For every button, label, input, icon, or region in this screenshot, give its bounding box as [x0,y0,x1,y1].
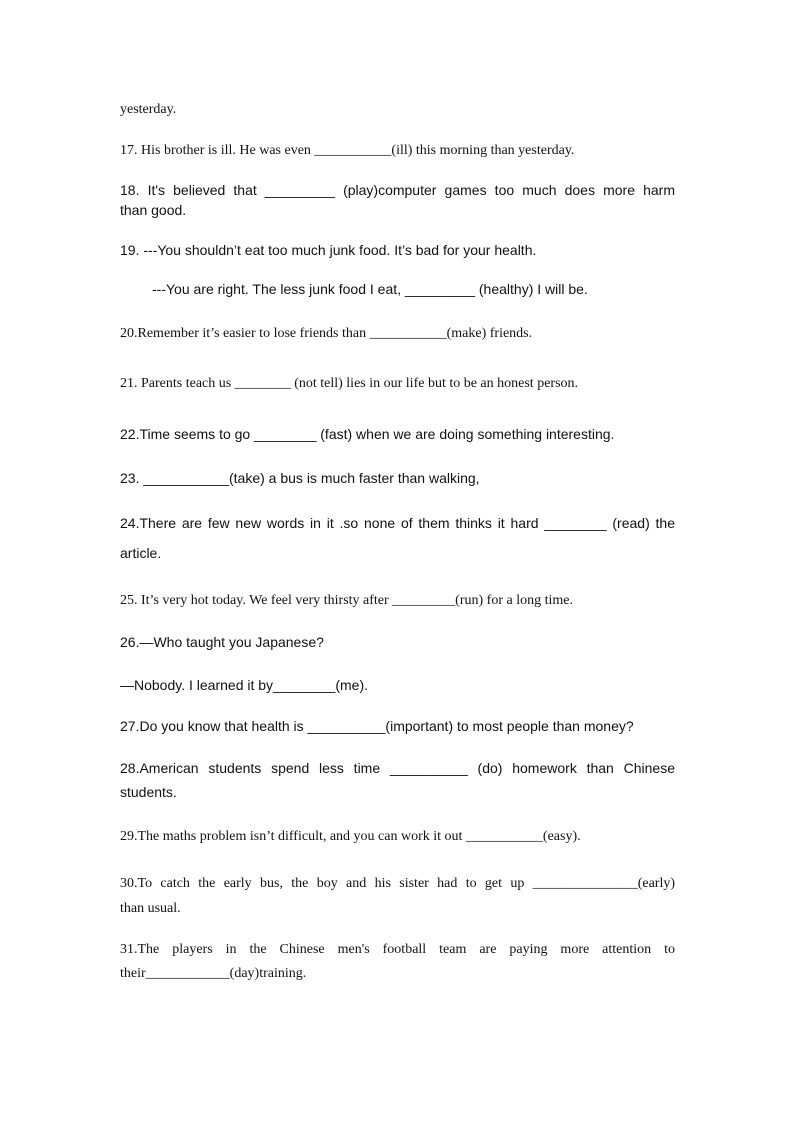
question-22: 22.Time seems to go ________ (fast) when we are doing something interesting. [120,426,615,442]
question-28-line-1: 28.American students spend less time __________ (do) homework than Chinese [120,760,675,776]
question-30-line-1: 30.To catch the early bus, the boy and his sister had to get up _______________(early) [120,876,675,891]
question-17: 17. His brother is ill. He was even ___________(ill) this morning than yesterday. [120,143,575,158]
question-26-reply: —Nobody. I learned it by________(me). [120,677,368,693]
question-30-line-2: than usual. [120,901,181,916]
question-16-continuation: yesterday. [120,102,177,117]
question-20: 20.Remember it’s easier to lose friends than ___________(make) friends. [120,326,533,341]
question-25: 25. It’s very hot today. We feel very thirsty after _________(run) for a long time. [120,593,573,608]
question-24-line-2: article. [120,545,162,561]
question-21: 21. Parents teach us ________ (not tell) lies in our life but to be an honest person. [120,376,579,391]
question-19-prompt: 19. ---You shouldn’t eat too much junk food. It’s bad for your health. [120,242,537,258]
question-29: 29.The maths problem isn’t difficult, and you can work it out ___________(easy). [120,829,581,844]
question-24-line-1: 24.There are few new words in it .so none of them thinks it hard ________ (read) the [120,515,675,531]
question-31-line-2: their____________(day)training. [120,966,307,981]
question-27: 27.Do you know that health is __________(important) to most people than money? [120,718,634,734]
question-18-line-1: 18. It's believed that _________ (play)computer games too much does more harm [120,182,675,198]
question-19-reply: ---You are right. The less junk food I eat, _________ (healthy) I will be. [152,281,588,297]
question-18-line-2: than good. [120,202,187,218]
question-28-line-2: students. [120,784,177,800]
question-31-line-1: 31.The players in the Chinese men's football team are paying more attention to [120,942,675,957]
question-26-prompt: 26.—Who taught you Japanese? [120,634,324,650]
question-23: 23. ___________(take) a bus is much faster than walking, [120,470,480,486]
